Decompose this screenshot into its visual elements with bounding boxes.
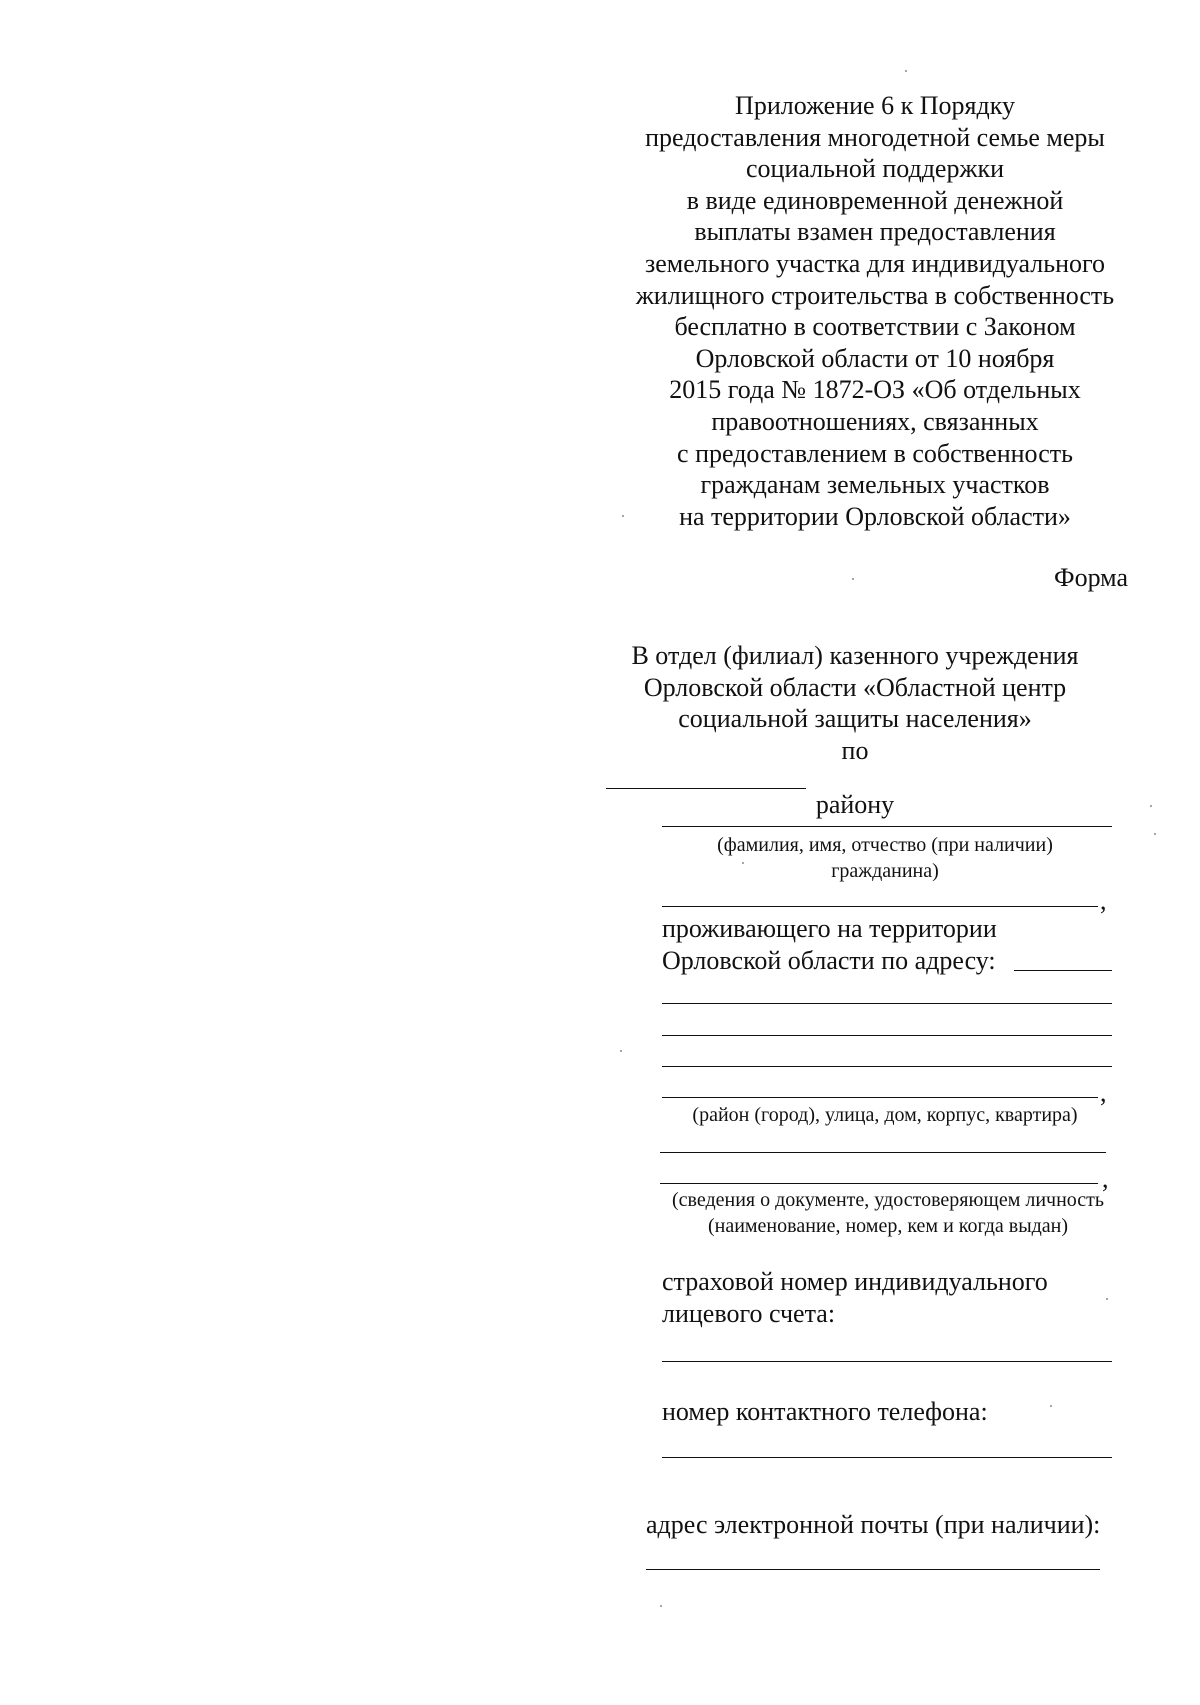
scan-speck <box>1050 1405 1052 1407</box>
annex-line: на территории Орловской области» <box>679 501 1071 531</box>
addressee-district-line <box>600 735 1110 821</box>
email-field[interactable] <box>646 1569 1100 1570</box>
scan-speck <box>742 862 744 864</box>
district-field[interactable] <box>606 766 806 789</box>
id-document-caption <box>648 1187 1128 1239</box>
comma: , <box>1100 886 1107 915</box>
address-field-line[interactable] <box>662 1035 1112 1036</box>
caption-line: (сведения о документе, удостоверяющем личность <box>671 1189 1105 1211</box>
annex-line: земельного участка для индивидуального <box>644 248 1106 278</box>
addressee-line: социальной защиты населения» <box>678 704 1032 733</box>
scan-speck <box>905 70 907 72</box>
residence-line: проживающего на территории <box>662 914 997 943</box>
district-prefix: по <box>841 735 869 765</box>
scan-speck <box>620 1050 622 1052</box>
phone-field[interactable] <box>662 1457 1112 1458</box>
residence-label <box>662 913 997 977</box>
address-caption <box>660 1102 1110 1128</box>
scan-speck <box>622 515 624 517</box>
snils-label <box>662 1266 1048 1330</box>
address-field-line[interactable] <box>662 1097 1098 1098</box>
scan-speck <box>1154 833 1156 835</box>
email-label: адрес электронной почты (при наличии): <box>646 1510 1101 1539</box>
annex-line: правоотношениях, связанных <box>711 406 1039 436</box>
annex-line: гражданам земельных участков <box>700 470 1050 500</box>
snils-line: лицевого счета: <box>662 1299 836 1328</box>
addressee-line: В отдел (филиал) казенного учреждения <box>631 641 1079 670</box>
caption-line: (район (город), улица, дом, корпус, квартира) <box>692 1104 1078 1126</box>
caption-line: (наименование, номер, кем и когда выдан) <box>707 1215 1069 1237</box>
scan-speck <box>1150 805 1152 807</box>
full-name-continuation-field[interactable] <box>662 906 1098 907</box>
snils-line: страховой номер индивидуального <box>662 1267 1048 1296</box>
phone-label: номер контактного телефона: <box>662 1397 988 1426</box>
scan-speck <box>660 1605 662 1607</box>
caption-line: гражданина) <box>831 860 939 882</box>
addressee-line: Орловской области «Областной центр <box>643 672 1067 702</box>
annex-line: социальной поддержки <box>746 154 1004 184</box>
annex-header <box>590 90 1160 532</box>
annex-line: с предоставлением в собственность <box>677 438 1073 468</box>
comma: , <box>1100 1078 1107 1107</box>
form-label: Форма <box>1054 563 1128 592</box>
snils-field[interactable] <box>662 1361 1112 1362</box>
scan-speck <box>1106 1298 1108 1300</box>
full-name-field[interactable] <box>662 826 1112 827</box>
annex-line: в виде единовременной денежной <box>686 185 1064 215</box>
full-name-caption <box>660 832 1110 884</box>
annex-line: выплаты взамен предоставления <box>694 217 1056 247</box>
addressee-block <box>600 640 1110 821</box>
caption-line: (фамилия, имя, отчество (при наличии) <box>717 834 1053 856</box>
annex-line: бесплатно в соответствии с Законом <box>674 312 1076 342</box>
address-field-line[interactable] <box>662 1066 1112 1067</box>
district-suffix: району <box>815 790 895 819</box>
scan-speck <box>852 578 854 580</box>
annex-line: Орловской области от 10 ноября <box>695 343 1055 373</box>
residence-line: Орловской области по адресу: <box>662 946 996 975</box>
id-document-field-line[interactable] <box>660 1183 1098 1184</box>
address-field-line[interactable] <box>662 1003 1112 1004</box>
annex-line: предоставления многодетной семье меры <box>645 122 1105 152</box>
comma: , <box>1102 1164 1109 1193</box>
annex-line: жилищного строительства в собственность <box>635 280 1115 310</box>
annex-line: Приложение 6 к Порядку <box>735 91 1015 120</box>
annex-line: 2015 года № 1872-ОЗ «Об отдельных <box>669 375 1081 405</box>
id-document-field-line[interactable] <box>660 1152 1106 1153</box>
address-field-inline[interactable] <box>1014 970 1112 971</box>
